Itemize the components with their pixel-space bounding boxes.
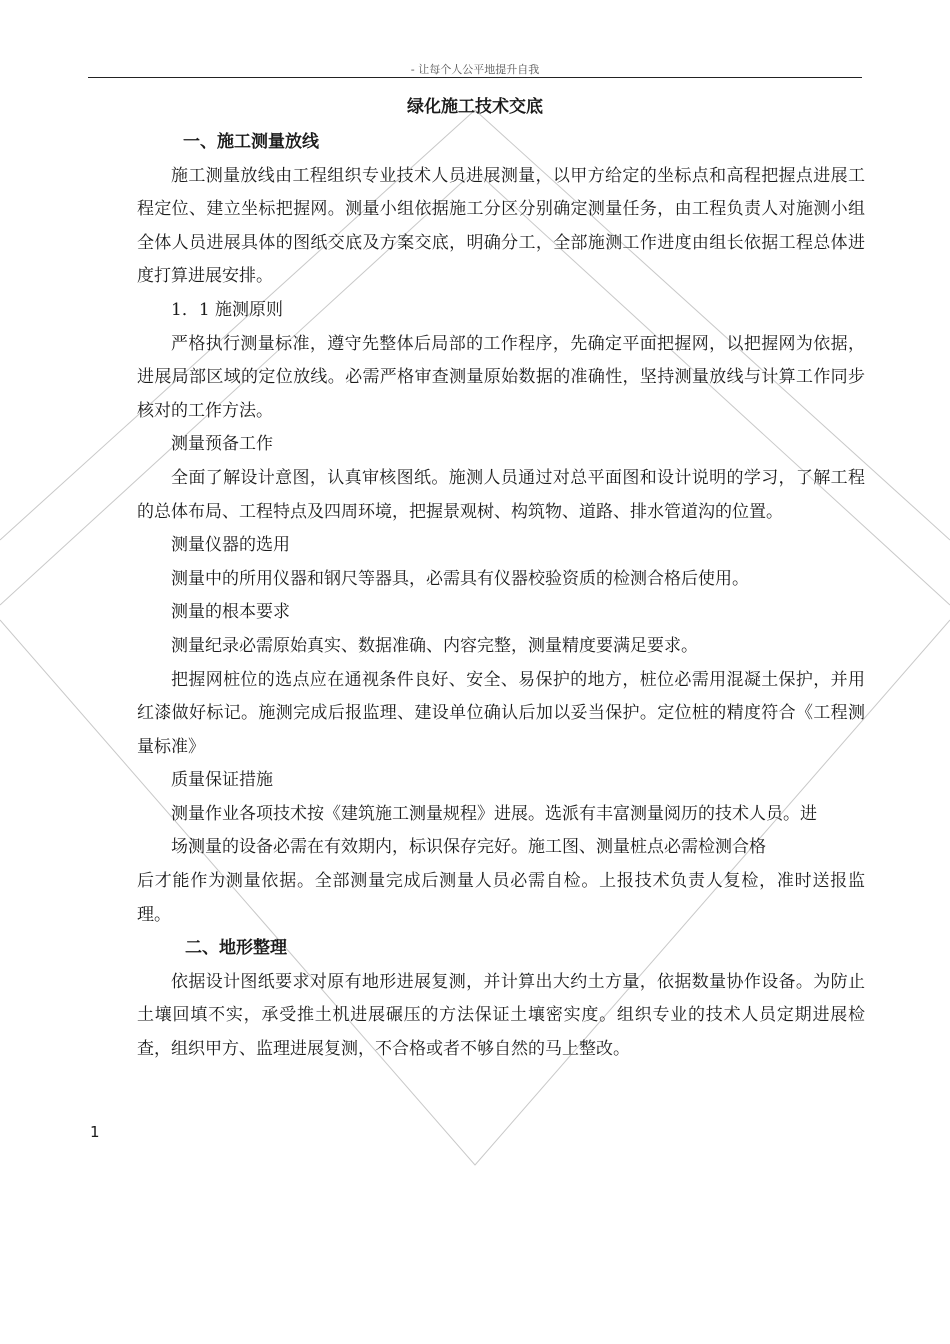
subheading: 质量保证措施 [171,770,273,791]
document-title: 绿化施工技术交底 [407,97,543,117]
section-heading-1: 一、施工测量放线 [183,132,319,152]
paragraph: 全面了解设计意图，认真审核图纸。施测人员通过对总平面图和设计说明的学习，了解工程的总体布局、工程特点及四周环境，把握景观树、构筑物、道路、排水管道沟的位置。 [137,467,865,522]
page-number: 1 [90,1123,100,1141]
subheading: 测量的根本要求 [171,602,290,623]
paragraph: 测量中的所用仪器和钢尺等器具，必需具有仪器校验资质的检测合格后使用。 [171,568,749,589]
paragraph: 场测量的设备必需在有效期内，标识保存完好。施工图、测量桩点必需检测合格 [171,837,766,858]
paragraph: 后才能作为测量依据。全部测量完成后测量人员必需自检。上报技术负责人复检，准时送报监理。 [137,871,865,925]
header-rule [88,77,862,78]
document-body [137,126,865,1067]
subheading: 测量仪器的选用 [171,535,290,556]
section-heading-2: 二、地形整理 [185,938,287,959]
subheading: 测量预备工作 [171,434,273,455]
paragraph: 测量作业各项技术按《建筑施工测量规程》进展。选派有丰富测量阅历的技术人员。进 [171,803,817,824]
paragraph: 依据设计图纸要求对原有地形进展复测，并计算出大约土方量，依据数量协作设备。为防止土壤回填不实，承受推土机进展碾压的方法保证土壤密实度。组织专业的技术人员定期进展检查，组织甲方、监理进展复测，不合格或者不够自然的马上整改。 [137,971,865,1060]
page-header: - 让每个人公平地提升自我 [410,63,540,76]
paragraph: 严格执行测量标准，遵守先整体后局部的工作程序，先确定平面把握网，以把握网为依据，进展局部区域的定位放线。必需严格审查测量原始数据的准确性，坚持测量放线与计算工作同步核对的工作方法。 [137,333,865,421]
paragraph: 施工测量放线由工程组织专业技术人员进展测量，以甲方给定的坐标点和高程把握点进展工程定位、建立坐标把握网。测量小组依据施工分区分别确定测量任务，由工程负责人对施测小组全体人员进展具体的图纸交底及方案交底，明确分工，全部施测工作进度由组长依据工程总体进度打算进展安排。 [137,165,865,287]
paragraph: 把握网桩位的选点应在通视条件良好、安全、易保护的地方，桩位必需用混凝土保护，并用红漆做好标记。施测完成后报监理、建设单位确认后加以妥当保护。定位桩的精度符合《工程测量标准》 [137,669,865,757]
subheading: 1．1 施测原则 [171,299,284,320]
paragraph: 测量纪录必需原始真实、数据准确、内容完整，测量精度要满足要求。 [171,635,698,656]
